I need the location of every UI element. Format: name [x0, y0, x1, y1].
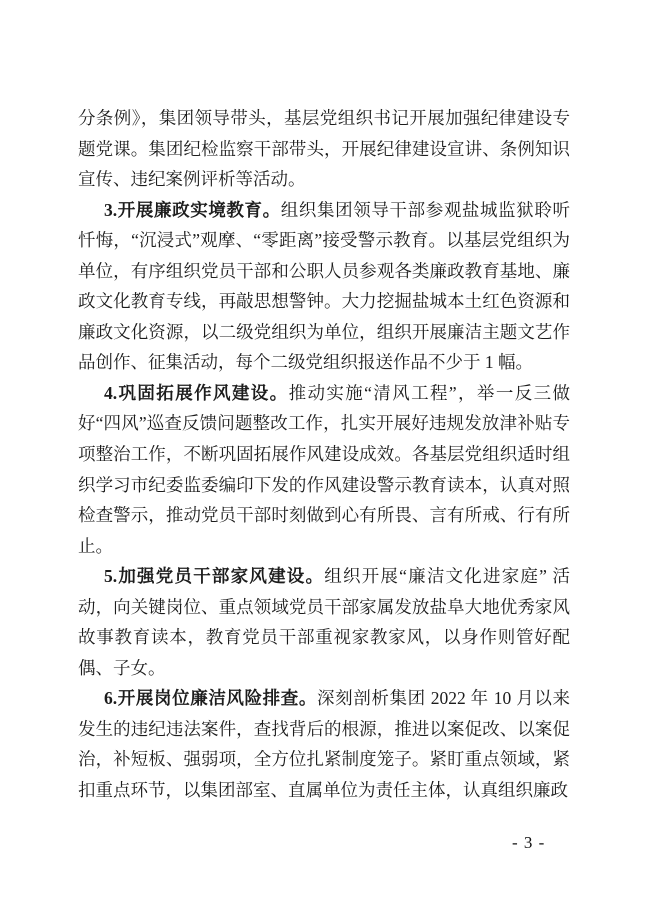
paragraph [78, 378, 570, 561]
paragraph [78, 683, 570, 805]
page-number: - 3 - [512, 833, 546, 852]
paragraph-lead: 3.开展廉政实境教育。 [104, 199, 281, 220]
paragraph-text: 推动实施“清风工程”，举一反三做好“四风”巡查反馈问题整改工作，扎实开展好违规发放津补贴专项整治工作，不断巩固拓展作风建设成效。各基层党组织适时组织学习市纪委监委编印下发的作风建设警示教育读本，认真对照检查警示，推动党员干部时刻做到心有所畏、言有所戒、行有所止。 [78, 382, 570, 556]
paragraph-lead: 4.巩固拓展作风建设。 [104, 382, 289, 403]
paragraph-text: 深刻剖析集团 2022 年 10 月以来发生的违纪违法案件，查找背后的根源，推进以案促改、以案促治，补短板、强弱项，全方位扎紧制度笼子。紧盯重点领域，紧扣重点环节，以集团部室、直属单位为责任主体，认真组织廉政 [78, 688, 571, 801]
paragraph-lead: 5.加强党员干部家风建设。 [104, 566, 325, 587]
paragraph [78, 195, 570, 378]
paragraph-text: 分条例》，集团领导带头，基层党组织书记开展加强纪律建设专题党课。集团纪检监察干部带头，开展纪律建设宣讲、条例知识宣传、违纪案例评析等活动。 [78, 108, 570, 190]
paragraph-text: 组织集团领导干部参观盐城监狱聆听忏悔，“沉浸式”观摩、“零距离”接受警示教育。以基层党组织为单位，有序组织党员干部和公职人员参观各类廉政教育基地、廉政文化教育专线，再敲思想警钟。大力挖掘盐城本土红色资源和廉政文化资源，以二级党组织为单位，组织开展廉洁主题文艺作品创作、征集活动，每个二级党组织报送作品不少于 1 幅。 [78, 199, 571, 373]
document-body [78, 103, 570, 806]
paragraph-lead: 6.开展岗位廉洁风险排查。 [104, 688, 318, 709]
paragraph [78, 103, 570, 195]
paragraph [78, 561, 570, 683]
paragraph-text: 组织开展“廉洁文化进家庭” 活动，向关键岗位、重点领域党员干部家属发放盐阜大地优秀家风故事教育读本，教育党员干部重视家教家风，以身作则管好配偶、子女。 [78, 566, 570, 678]
